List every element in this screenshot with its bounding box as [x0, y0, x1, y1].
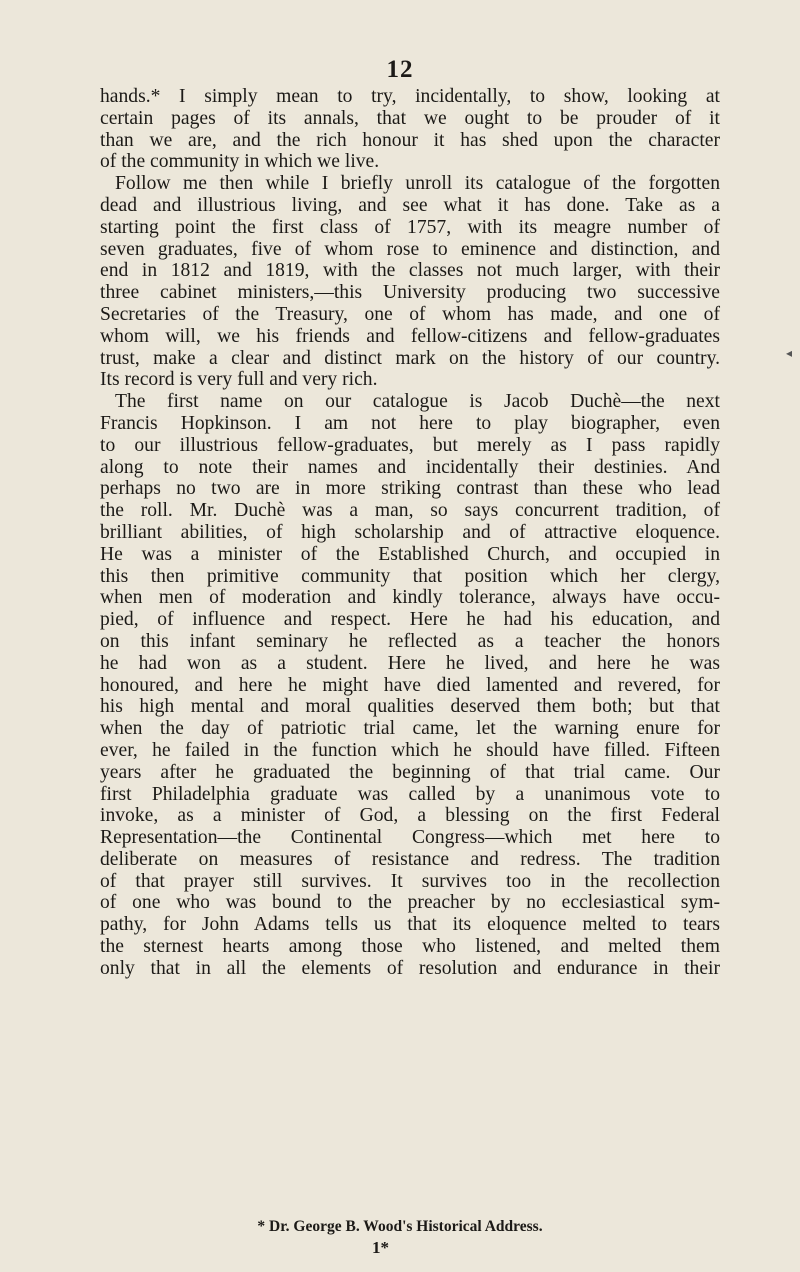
- text-line: invoke, as a minister of God, a blessing on the first Federal: [100, 805, 720, 827]
- text-line: his high mental and moral qualities deserved them both; but that: [100, 696, 720, 718]
- text-line: end in 1812 and 1819, with the classes not much larger, with their: [100, 260, 720, 282]
- footnote: * Dr. George B. Wood's Historical Address.: [257, 1218, 543, 1235]
- text-line: the roll. Mr. Duchè was a man, so says concurrent tradition, of: [100, 500, 720, 522]
- text-line: pied, of influence and respect. Here he had his education, and: [100, 609, 720, 631]
- text-line: when the day of patriotic trial came, let the warning enure for: [100, 718, 720, 740]
- text-line: when men of moderation and kindly tolerance, always have occu-: [100, 587, 720, 609]
- text-line: seven graduates, five of whom rose to eminence and distinction, and: [100, 238, 720, 260]
- text-line: hands.* I simply mean to try, incidentally, to show, looking at: [100, 86, 720, 107]
- margin-speck: ◂: [786, 346, 793, 360]
- text-line: pathy, for John Adams tells us that its eloquence melted to tears: [100, 914, 720, 936]
- text-line: of that prayer still survives. It survives too in the recollection: [100, 870, 720, 892]
- text-line: Representation—the Continental Congress—which met here to: [100, 827, 720, 849]
- text-line: years after he graduated the beginning of that trial came. Our: [100, 761, 720, 783]
- page-number: 12: [386, 56, 414, 83]
- body-text: [100, 86, 720, 980]
- text-line: to our illustrious fellow-graduates, but merely as I pass rapidly: [100, 434, 720, 456]
- text-line: starting point the first class of 1757, with its meagre number of: [100, 216, 720, 238]
- text-line: of the community in which we live.: [100, 151, 380, 173]
- text-line: only that in all the elements of resolution and endurance in their: [100, 957, 720, 979]
- text-line: on this infant seminary he reflected as a teacher the honors: [100, 630, 720, 652]
- text-line: He was a minister of the Established Church, and occupied in: [100, 543, 720, 565]
- text-line: perhaps no two are in more striking contrast than these who lead: [100, 478, 720, 500]
- signature-mark: 1*: [372, 1238, 389, 1257]
- text-line: along to note their names and incidentally their destinies. And: [100, 456, 720, 478]
- text-line: brilliant abilities, of high scholarship and of attractive eloquence.: [100, 521, 720, 543]
- text-line: the sternest hearts among those who listened, and melted them: [100, 936, 720, 958]
- text-line: whom will, we his friends and fellow-citizens and fellow-graduates: [100, 325, 720, 347]
- text-line: deliberate on measures of resistance and redress. The tradition: [100, 848, 720, 870]
- text-line: this then primitive community that position which her clergy,: [100, 565, 720, 587]
- text-line: of one who was bound to the preacher by no ecclesiastical sym-: [100, 892, 720, 914]
- text-line: three cabinet ministers,—this University producing two successive: [100, 282, 720, 304]
- text-line: trust, make a clear and distinct mark on the history of our country.: [100, 347, 720, 369]
- text-line: certain pages of its annals, that we ought to be prouder of it: [100, 107, 720, 129]
- text-line: Its record is very full and very rich.: [100, 369, 378, 391]
- text-line: first Philadelphia graduate was called by a unanimous vote to: [100, 783, 720, 805]
- text-line: Follow me then while I briefly unroll its catalogue of the forgotten: [115, 173, 720, 195]
- text-line: Francis Hopkinson. I am not here to play biographer, even: [100, 412, 720, 434]
- text-line: dead and illustrious living, and see what it has done. Take as a: [100, 194, 720, 216]
- text-line: than we are, and the rich honour it has shed upon the character: [100, 129, 720, 151]
- text-line: he had won as a student. Here he lived, and here he was: [100, 652, 720, 674]
- text-line: The first name on our catalogue is Jacob Duchè—the next: [115, 391, 720, 413]
- text-line: honoured, and here he might have died lamented and revered, for: [100, 674, 720, 696]
- text-line: ever, he failed in the function which he should have filled. Fifteen: [100, 739, 720, 761]
- text-line: Secretaries of the Treasury, one of whom has made, and one of: [100, 303, 720, 325]
